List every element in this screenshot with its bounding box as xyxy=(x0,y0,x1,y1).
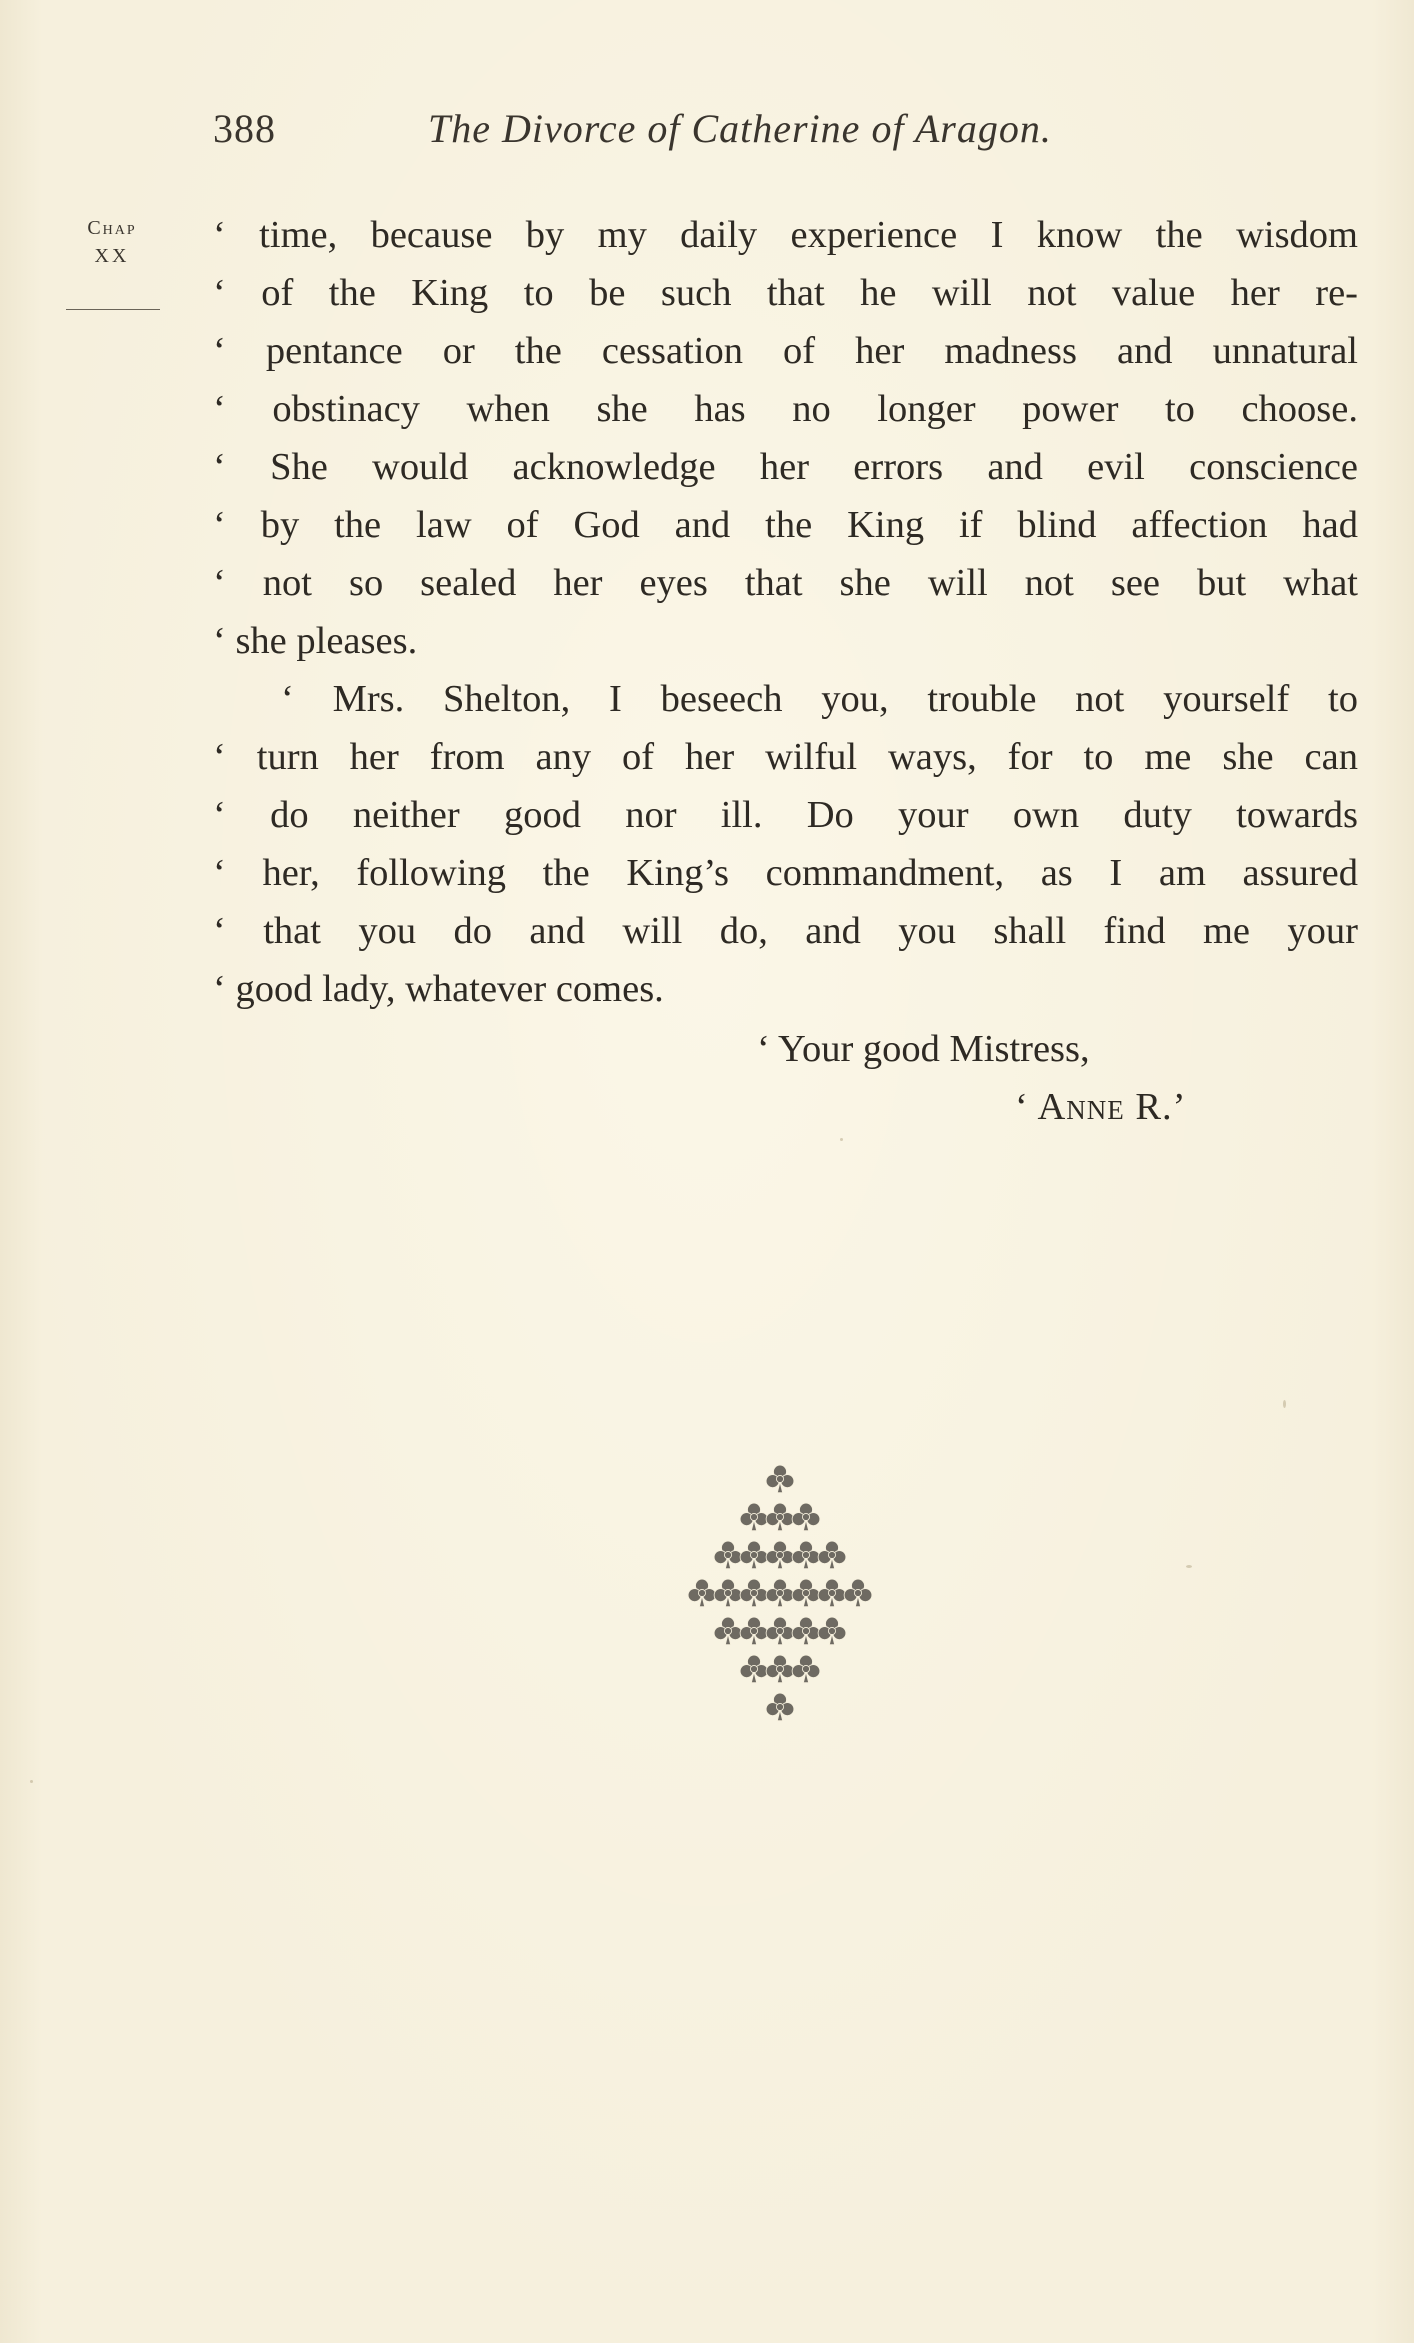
running-title: The Divorce of Catherine of Aragon. xyxy=(428,106,1052,151)
trefoil-icon xyxy=(766,1541,794,1569)
chapter-label: Chap xyxy=(87,217,137,239)
trefoil-icon xyxy=(818,1617,846,1645)
trefoil-icon xyxy=(792,1655,820,1683)
text-line: ‘ time, because by my daily experience I know the wisdom xyxy=(213,214,1358,256)
trefoil-icon xyxy=(766,1655,794,1683)
text-line: ‘ Mrs. Shelton, I beseech you, trouble not yourself to xyxy=(281,678,1358,720)
paper-speck xyxy=(30,1780,33,1783)
text-line: ‘ do neither good nor ill. Do your own duty towards xyxy=(213,794,1358,836)
trefoil-icon xyxy=(792,1617,820,1645)
trefoil-icon xyxy=(792,1541,820,1569)
trefoil-icon xyxy=(714,1541,742,1569)
trefoil-icon xyxy=(844,1579,872,1607)
trefoil-icon xyxy=(766,1465,794,1493)
text-line: ‘ by the law of God and the King if blind affection had xyxy=(213,504,1358,546)
trefoil-icon xyxy=(766,1617,794,1645)
trefoil-icon xyxy=(792,1503,820,1531)
trefoil-icon xyxy=(766,1503,794,1531)
paper-speck xyxy=(840,1138,843,1141)
body-text xyxy=(213,206,1363,1018)
text-line: ‘ her, following the King’s commandment, as I am assured xyxy=(213,852,1358,894)
trefoil-icon xyxy=(818,1541,846,1569)
text-line: ‘ good lady, whatever comes. xyxy=(213,968,664,1010)
trefoil-icon xyxy=(740,1579,768,1607)
trefoil-icon xyxy=(740,1503,768,1531)
text-line: ‘ obstinacy when she has no longer power to choose. xyxy=(213,388,1358,430)
trefoil-icon xyxy=(818,1579,846,1607)
text-line: ‘ She would acknowledge her errors and evil conscience xyxy=(213,446,1358,488)
letter-signature xyxy=(1015,1078,1187,1136)
text-line: ‘ of the King to be such that he will not value her re- xyxy=(213,272,1358,314)
trefoil-diamond-ornament-icon xyxy=(630,1455,930,1745)
trefoil-icon xyxy=(766,1693,794,1721)
trefoil-icon xyxy=(688,1579,716,1607)
side-note-rule xyxy=(66,309,160,310)
running-head xyxy=(213,104,1173,154)
trefoil-icon xyxy=(740,1655,768,1683)
signature-open-quote: ‘ xyxy=(1015,1086,1038,1128)
trefoil-icon xyxy=(714,1579,742,1607)
signature-name: Anne R.’ xyxy=(1037,1086,1187,1128)
text-line: ‘ pentance or the cessation of her madness and unnatural xyxy=(213,330,1358,372)
text-line: ‘ turn her from any of her wilful ways, for to me she can xyxy=(213,736,1358,778)
text-line: ‘ that you do and will do, and you shall find me your xyxy=(213,910,1358,952)
paper-speck xyxy=(1283,1400,1286,1408)
chapter-number: XX xyxy=(94,245,130,267)
chapter-side-note xyxy=(62,214,162,270)
text-line: ‘ she pleases. xyxy=(213,620,418,662)
page-number: 388 xyxy=(213,106,276,151)
trefoil-icon xyxy=(740,1617,768,1645)
trefoil-icon xyxy=(740,1541,768,1569)
text-line: ‘ not so sealed her eyes that she will not see but what xyxy=(213,562,1358,604)
trefoil-icon xyxy=(766,1579,794,1607)
letter-closing: ‘ Your good Mistress, xyxy=(757,1028,1090,1070)
trefoil-icon xyxy=(792,1579,820,1607)
paper-speck xyxy=(1186,1565,1192,1568)
trefoil-icon xyxy=(714,1617,742,1645)
